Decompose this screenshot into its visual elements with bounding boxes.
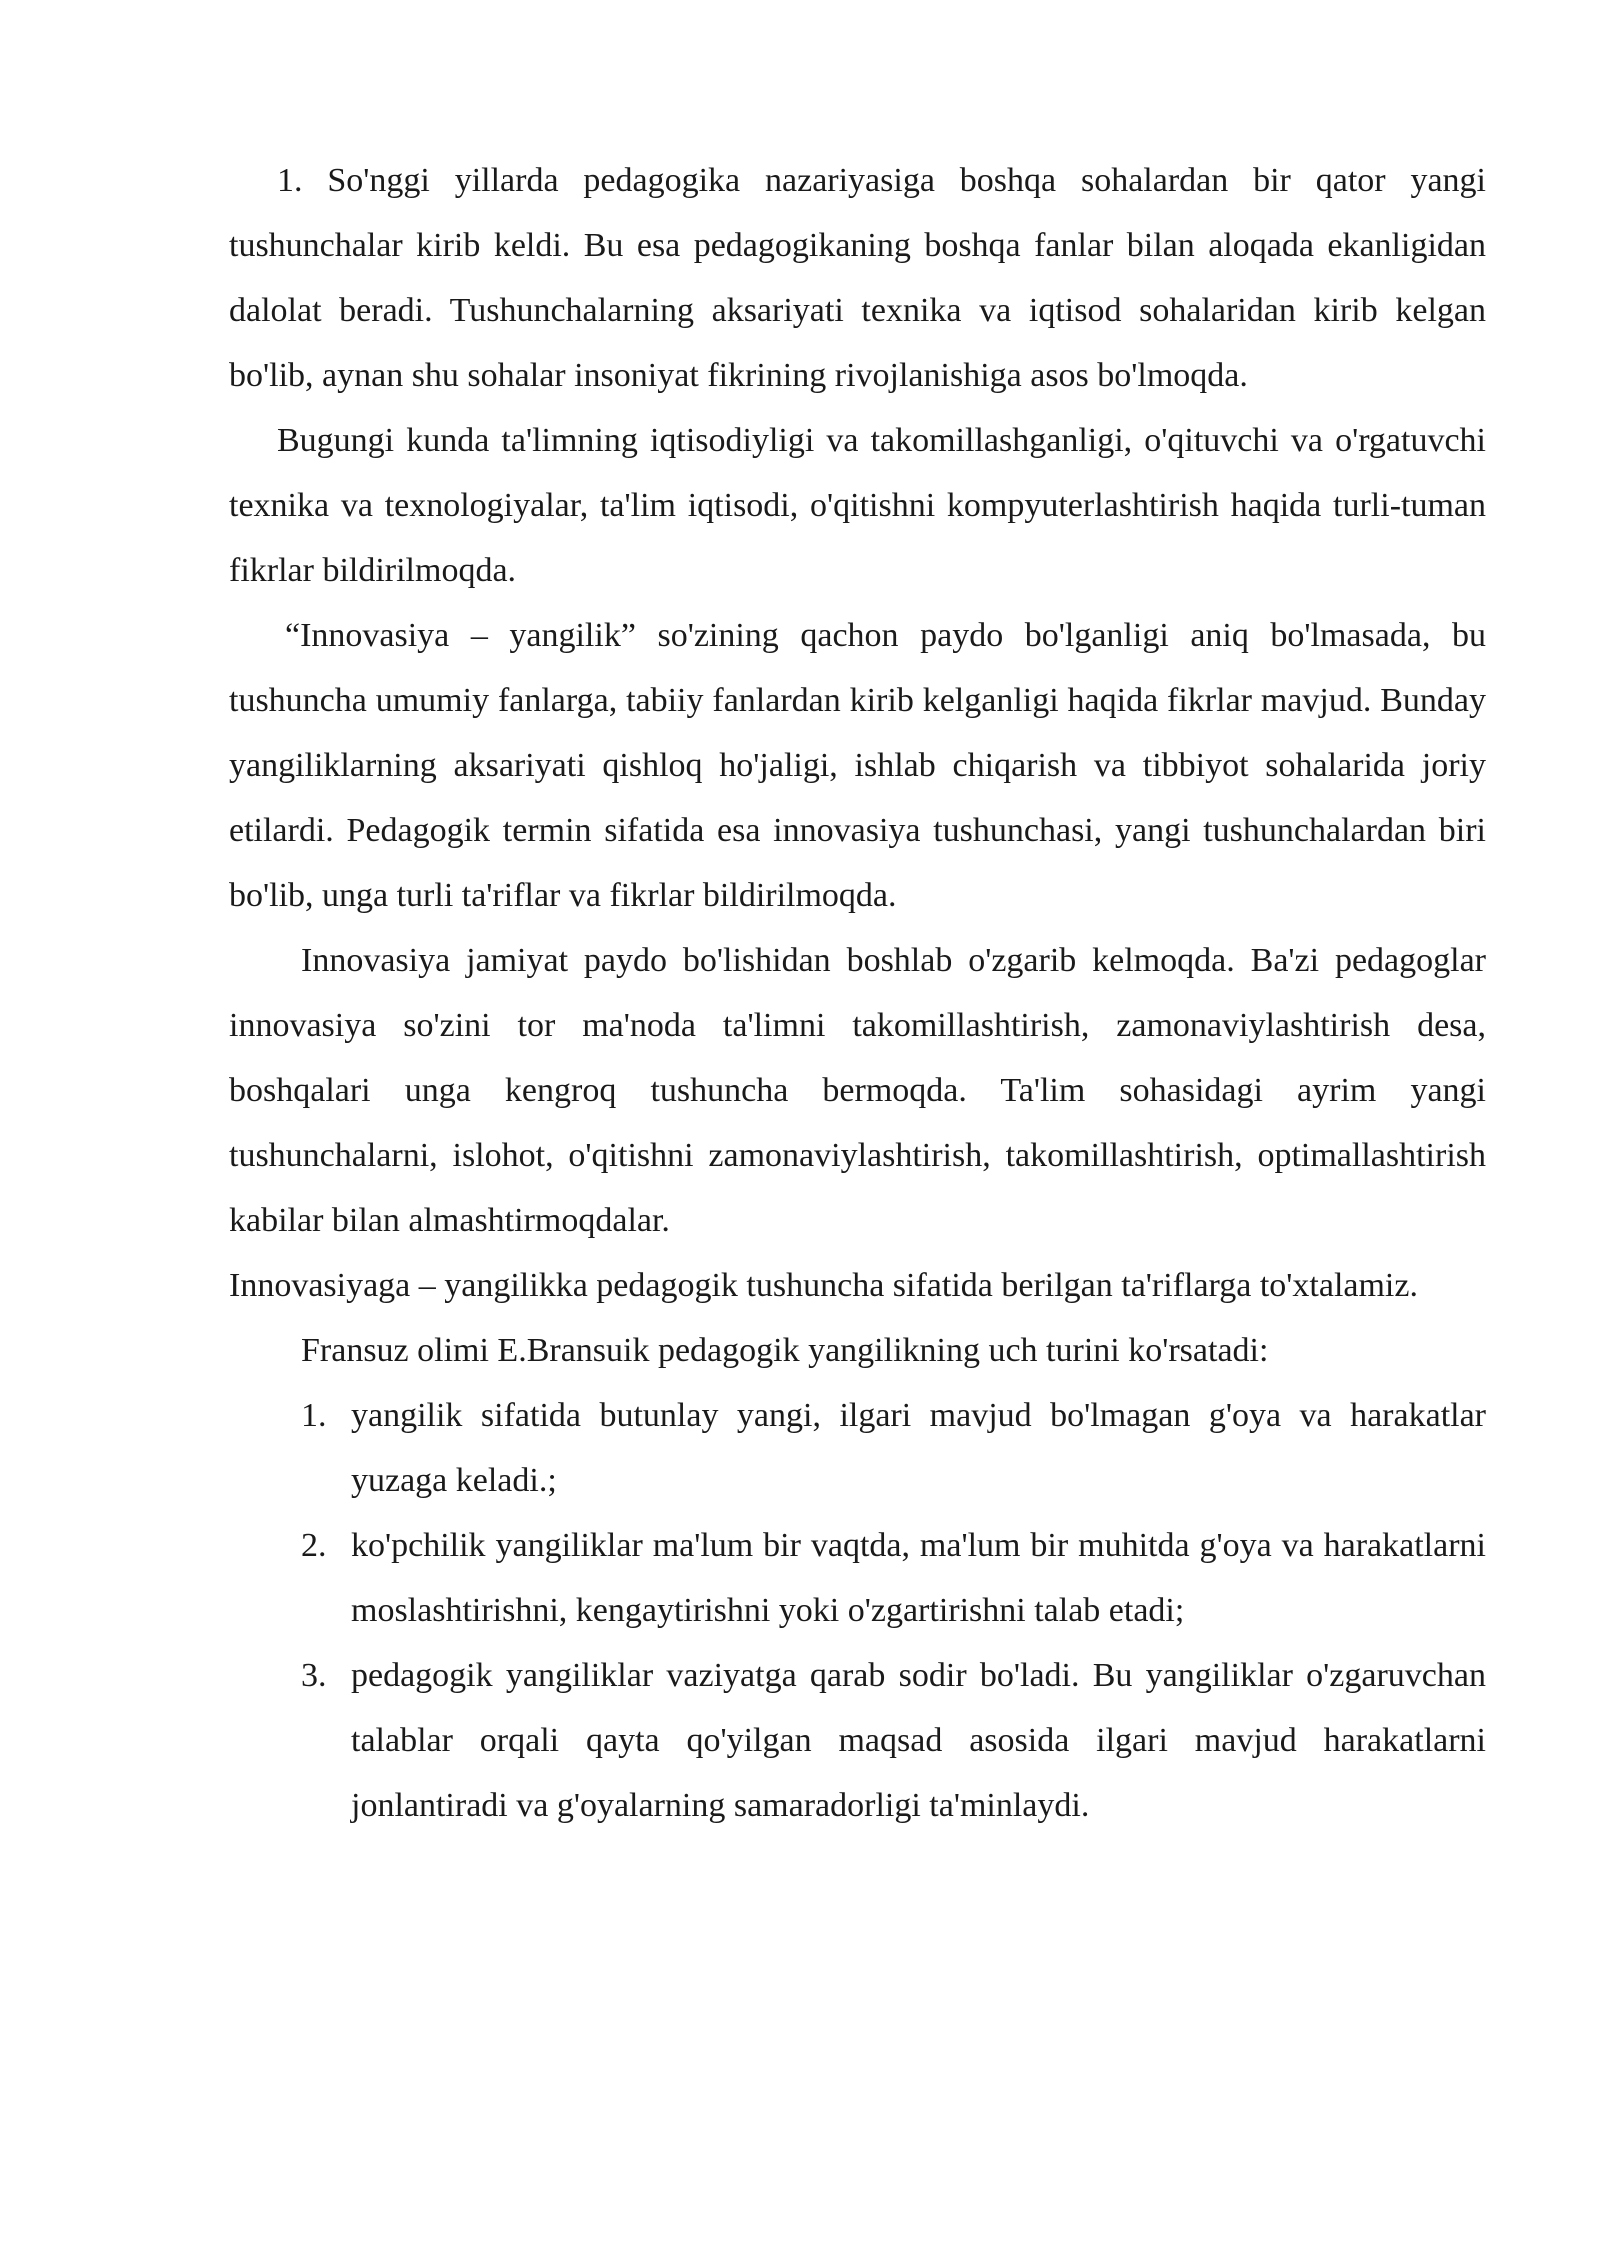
paragraph-innovation-change: Innovasiya jamiyat paydo bo'lishidan boshlab o'zgarib kelmoqda. Ba'zi pedagoglar innovasiya so'zini tor ma'noda ta'limni takomillashtirish, zamonaviylashtirish desa, boshqalari unga kengroq tushuncha bermoqda. Ta'lim sohasidagi ayrim yangi tushunchalarni, islohot, o'qitishni zamonaviylashtirish, takomillashtirish, optimallashtirish kabilar bilan almashtirmoqdalar. (229, 942, 1486, 1239)
innovation-types-list (229, 1383, 1486, 1838)
list-item-text: yangilik sifatida butunlay yangi, ilgari mavjud bo'lmagan g'oya va harakatlar yuzaga keladi.; (351, 1397, 1486, 1499)
paragraph-bransuik: Fransuz olimi E.Bransuik pedagogik yangilikning uch turini ko'rsatadi: (301, 1332, 1269, 1369)
list-item-text: ko'pchilik yangiliklar ma'lum bir vaqtda, ma'lum bir muhitda g'oya va harakatlarni moslashtirishni, kengaytirishni yoki o'zgartirishni talab etadi; (351, 1527, 1486, 1629)
paragraph-intro: 1. So'nggi yillarda pedagogika nazariyasiga boshqa sohalardan bir qator yangi tushunchalar kirib keldi. Bu esa pedagogikaning boshqa fanlar bilan aloqada ekanligidan dalolat beradi. Tushunchalarning aksariyati texnika va iqtisod sohalaridan kirib kelgan bo'lib, aynan shu sohalar insoniyat fikrining rivojlanishiga asos bo'lmoqda. (229, 162, 1486, 394)
paragraph-innovation-origin: “Innovasiya – yangilik” so'zining qachon paydo bo'lganligi aniq bo'lmasada, bu tushuncha umumiy fanlarga, tabiiy fanlardan kirib kelganligi haqida fikrlar mavjud. Bunday yangiliklarning aksariyati qishloq ho'jaligi, ishlab chiqarish va tibbiyot sohalarida joriy etilardi. Pedagogik termin sifatida esa innovasiya tushunchasi, yangi tushunchalardan biri bo'lib, unga turli ta'riflar va fikrlar bildirilmoqda. (229, 617, 1486, 914)
paragraph-definitions: Innovasiyaga – yangilikka pedagogik tushuncha sifatida berilgan ta'riflarga to'xtalamiz. (229, 1267, 1418, 1304)
list-marker: 3. (301, 1657, 327, 1694)
list-marker: 1. (301, 1397, 327, 1434)
document-body (229, 148, 1486, 1838)
list-item (229, 1513, 1486, 1643)
list-item (229, 1383, 1486, 1513)
list-item-text: pedagogik yangiliklar vaziyatga qarab sodir bo'ladi. Bu yangiliklar o'zgaruvchan talablar orqali qayta qo'yilgan maqsad asosida ilgari mavjud harakatlarni jonlantiradi va g'oyalarning samaradorligi ta'minlaydi. (351, 1657, 1486, 1824)
list-marker: 2. (301, 1527, 327, 1564)
paragraph-today: Bugungi kunda ta'limning iqtisodiyligi va takomillashganligi, o'qituvchi va o'rgatuvchi texnika va texnologiyalar, ta'lim iqtisodi, o'qitishni kompyuterlashtirish haqida turli-tuman fikrlar bildirilmoqda. (229, 422, 1486, 589)
list-item (229, 1643, 1486, 1838)
